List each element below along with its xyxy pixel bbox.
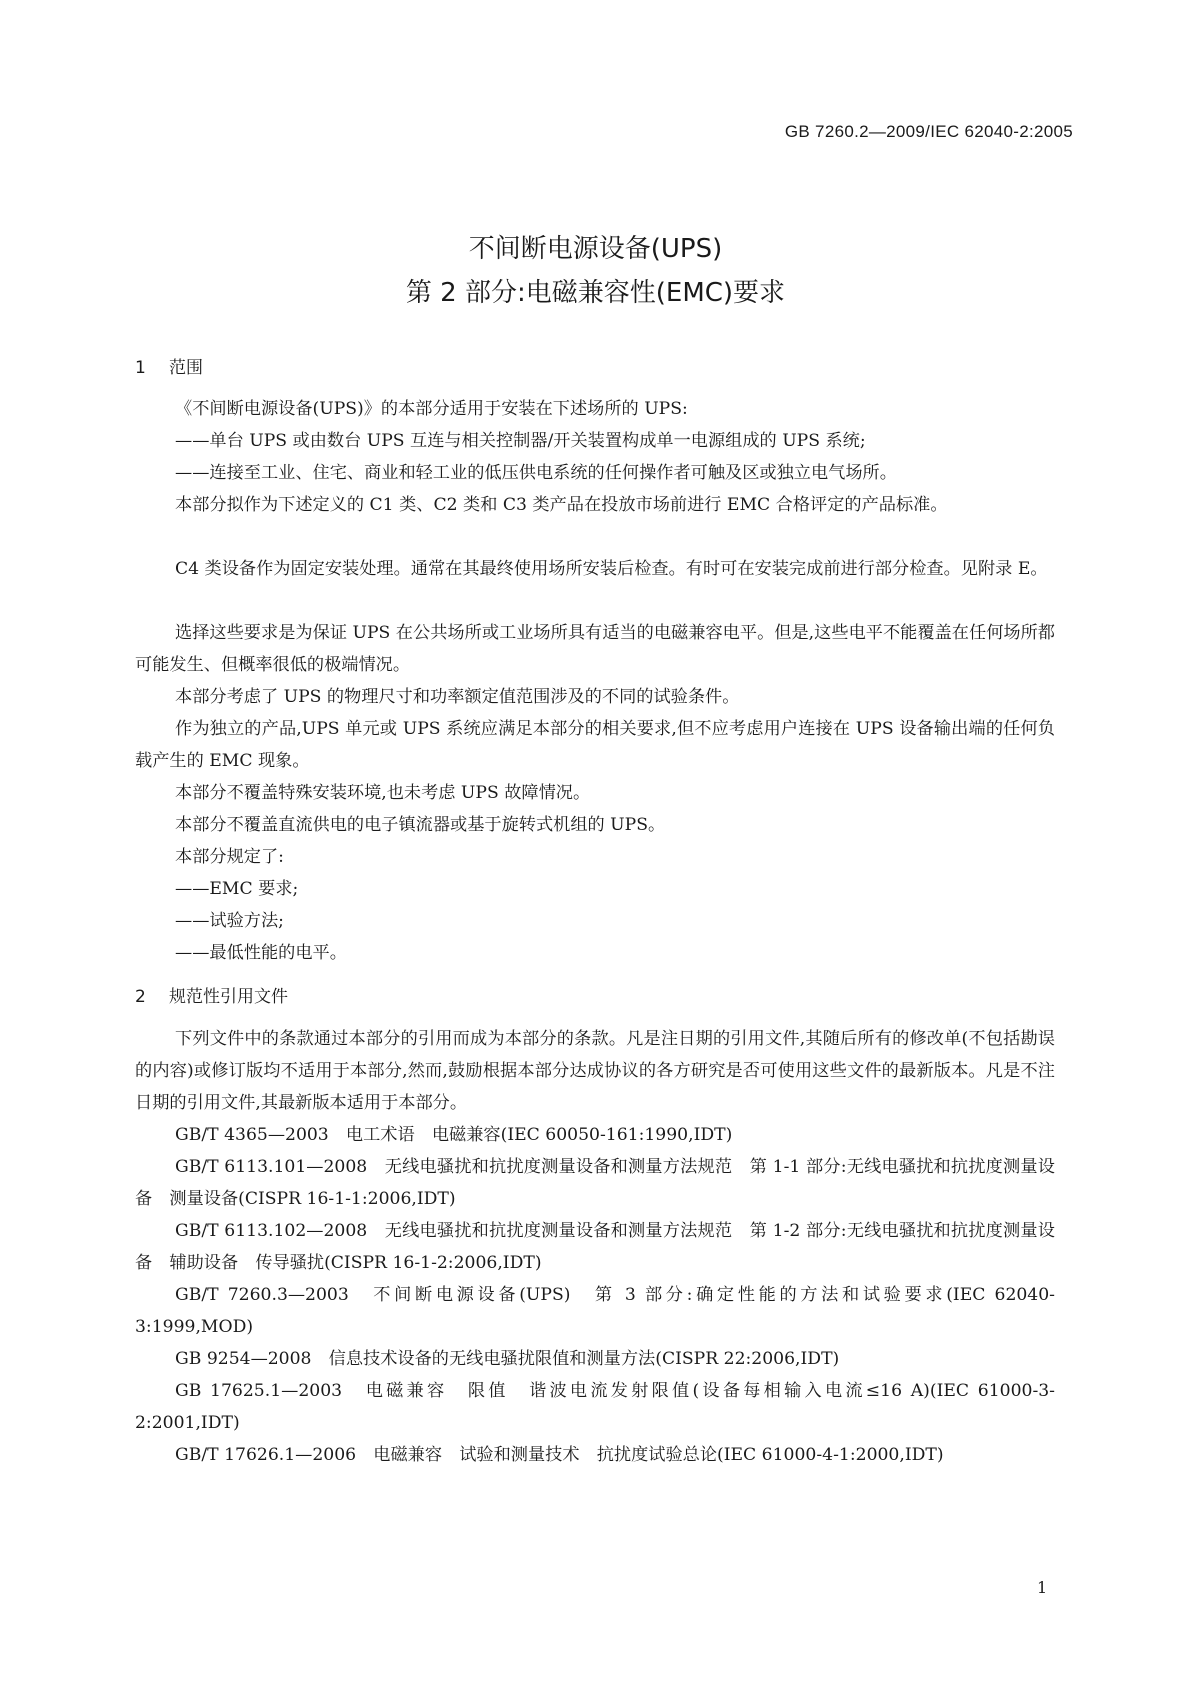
document-title: 不间断电源设备(UPS) xyxy=(468,234,723,264)
paragraph: 作为独立的产品,UPS 单元或 UPS 系统应满足本部分的相关要求,但不应考虑用户连接在 UPS 设备输出端的任何负载产生的 EMC 现象。 xyxy=(135,719,1055,771)
standard-code: GB 7260.2—2009/IEC 62040-2:2005 xyxy=(784,122,1073,141)
reference-item: GB/T 6113.101—2008 无线电骚扰和抗扰度测量设备和测量方法规范 第 1-1 部分:无线电骚扰和抗扰度测量设备 测量设备(CISPR 16-1-1:2006,IDT) xyxy=(135,1157,1055,1209)
page-number: 1 xyxy=(1037,1578,1048,1597)
paragraph: 本部分考虑了 UPS 的物理尺寸和功率额定值范围涉及的不同的试验条件。 xyxy=(175,687,740,707)
section-1-heading xyxy=(135,353,203,378)
paragraph: 本部分拟作为下述定义的 C1 类、C2 类和 C3 类产品在投放市场前进行 EMC 合格评定的产品标准。 xyxy=(175,495,948,515)
section-title: 范围 xyxy=(169,358,203,378)
paragraph: 《不间断电源设备(UPS)》的本部分适用于安装在下述场所的 UPS: xyxy=(175,399,688,419)
list-item: ——最低性能的电平。 xyxy=(175,943,347,963)
section-number: 1 xyxy=(135,358,146,378)
paragraph: 本部分不覆盖直流供电的电子镇流器或基于旋转式机组的 UPS。 xyxy=(175,815,666,835)
list-item: ——单台 UPS 或由数台 UPS 互连与相关控制器/开关装置构成单一电源组成的 UPS 系统; xyxy=(175,431,866,451)
reference-item: GB/T 4365—2003 电工术语 电磁兼容(IEC 60050-161:1990,IDT) xyxy=(175,1125,733,1145)
reference-item: GB/T 6113.102—2008 无线电骚扰和抗扰度测量设备和测量方法规范 第 1-2 部分:无线电骚扰和抗扰度测量设备 辅助设备 传导骚扰(CISPR 16-1-2:2006,IDT) xyxy=(135,1221,1055,1273)
list-item: ——EMC 要求; xyxy=(175,879,299,899)
paragraph: 本部分不覆盖特殊安装环境,也未考虑 UPS 故障情况。 xyxy=(175,783,591,803)
list-item: ——试验方法; xyxy=(175,911,284,931)
document-subtitle: 第 2 部分:电磁兼容性(EMC)要求 xyxy=(405,278,786,308)
paragraph: C4 类设备作为固定安装处理。通常在其最终使用场所安装后检查。有时可在安装完成前进行部分检查。见附录 E。 xyxy=(175,559,1048,579)
paragraph: 下列文件中的条款通过本部分的引用而成为本部分的条款。凡是注日期的引用文件,其随后所有的修改单(不包括勘误的内容)或修订版均不适用于本部分,然而,鼓励根据本部分达成协议的各方研究是否可使用这些文件的最新版本。凡是不注日期的引用文件,其最新版本适用于本部分。 xyxy=(135,1029,1055,1113)
reference-item: GB/T 17626.1—2006 电磁兼容 试验和测量技术 抗扰度试验总论(IEC 61000-4-1:2000,IDT) xyxy=(175,1445,944,1465)
reference-item: GB/T 7260.3—2003 不间断电源设备(UPS) 第 3 部分:确定性能的方法和试验要求(IEC 62040-3:1999,MOD) xyxy=(135,1285,1055,1337)
section-number: 2 xyxy=(135,987,146,1007)
paragraph: 本部分规定了: xyxy=(175,847,284,867)
reference-item: GB 17625.1—2003 电磁兼容 限值 谐波电流发射限值(设备每相输入电流≤16 A)(IEC 61000-3-2:2001,IDT) xyxy=(135,1381,1055,1433)
section-title: 规范性引用文件 xyxy=(169,987,288,1007)
reference-item: GB 9254—2008 信息技术设备的无线电骚扰限值和测量方法(CISPR 22:2006,IDT) xyxy=(175,1349,840,1369)
section-2-heading xyxy=(135,982,288,1007)
paragraph: 选择这些要求是为保证 UPS 在公共场所或工业场所具有适当的电磁兼容电平。但是,这些电平不能覆盖在任何场所都可能发生、但概率很低的极端情况。 xyxy=(135,623,1055,675)
list-item: ——连接至工业、住宅、商业和轻工业的低压供电系统的任何操作者可触及区或独立电气场所。 xyxy=(175,463,897,483)
